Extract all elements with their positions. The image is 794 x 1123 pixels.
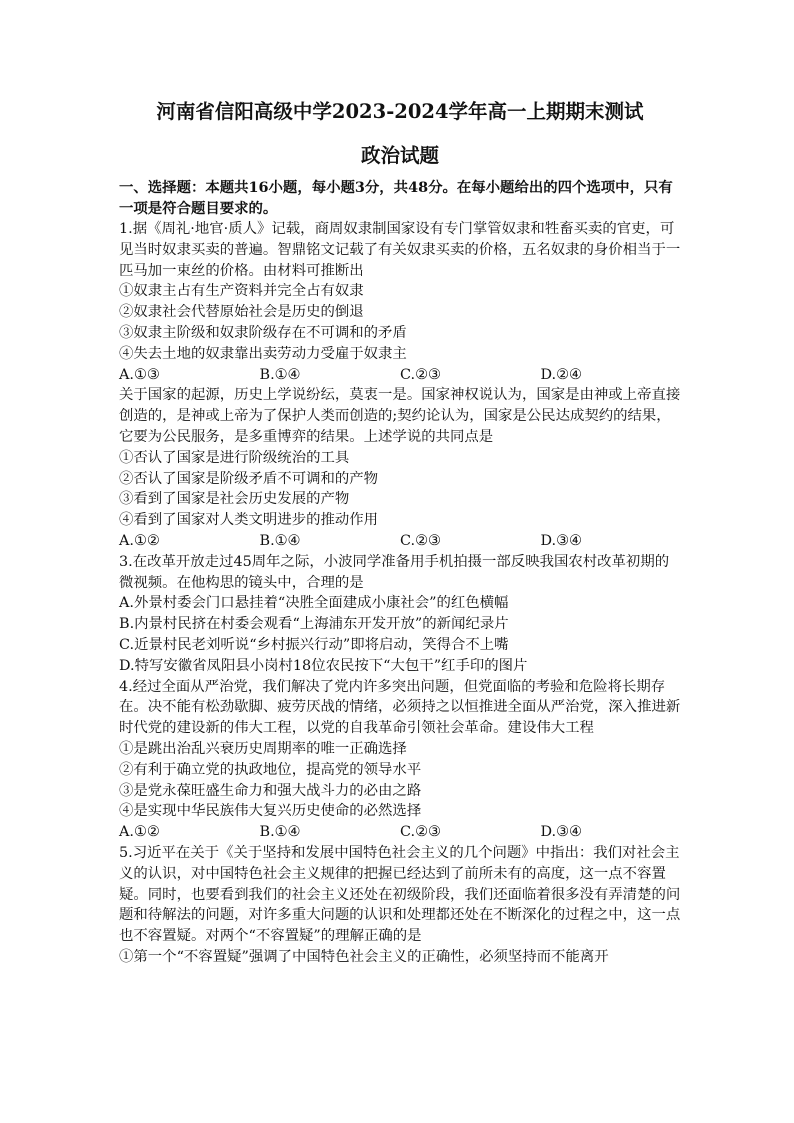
question-item: ①第一个“不容置疑”强调了中国特色社会主义的正确性，必须坚持而不能离开: [119, 948, 609, 965]
option-c: C.②③: [400, 824, 441, 841]
question-item: D.特写安徽省凤阳县小岗村18位农民按下“大包干”红手印的图片: [119, 657, 528, 674]
option-a: A.①③: [119, 366, 160, 383]
question-stem: 关于国家的起源，历史上学说纷纭，莫衷一是。国家神权说认为，国家是由神或上帝直接创造的，是神或上帝为了保护人类而创造的;契约论认为，国家是公民达成契约的结果，它要为公民服务，是多重博弈的结果。上述学说的共同点是: [119, 387, 681, 445]
question-item: ③奴隶主阶级和奴隶阶级存在不可调和的矛盾: [119, 324, 407, 341]
answer-options: [119, 531, 681, 552]
question-3: [119, 552, 681, 677]
question-item: ②有利于确立党的执政地位，提高党的领导水平: [119, 761, 422, 778]
question-item: A.外景村委会门口悬挂着“决胜全面建成小康社会”的红色横幅: [119, 595, 509, 612]
question-stem: 4.经过全面从严治党，我们解决了党内许多突出问题，但党面临的考验和危险将长期存在。决不能有松劲歇脚、疲劳厌战的情绪，必须持之以恒推进全面从严治党，深入推进新时代党的建设新的伟大工程，以党的自我革命引领社会革命。建设伟大工程: [119, 678, 681, 737]
question-item: C.近景村民老刘听说“乡村振兴行动”即将启动，笑得合不上嘴: [119, 636, 509, 653]
option-d: D.②④: [540, 366, 582, 383]
question-item: ③看到了国家是社会历史发展的产物: [119, 491, 350, 508]
question-4: [119, 677, 681, 843]
question-item: ①是跳出治乱兴衰历史周期率的唯一正确选择: [119, 740, 407, 757]
question-item: ①否认了国家是进行阶级统治的工具: [119, 449, 350, 466]
question-item: ④看到了国家对人类文明进步的推动作用: [119, 512, 379, 529]
option-a: A.①②: [119, 824, 160, 841]
option-a: A.①②: [119, 532, 160, 549]
question-stem: 5.习近平在关于《关于坚持和发展中国特色社会主义的几个问题》中指出：我们对社会主义的认识，对中国特色社会主义规律的把握已经达到了前所未有的高度，这一点不容置疑。同时，也要看到我们的社会主义还处在初级阶段，我们还面临着很多没有弄清楚的问题和待解法的问题，对许多重大问题的认识和处理都还处在不断深化的过程之中，这一点也不容置疑。对两个“不容置疑”的理解正确的是: [119, 844, 681, 945]
option-d: D.③④: [540, 532, 582, 549]
exam-subtitle: 政治试题: [360, 144, 439, 167]
option-b: B.①④: [259, 366, 301, 383]
option-c: C.②③: [400, 366, 441, 383]
exam-page: [119, 100, 681, 968]
section-heading: 一、选择题：本题共16小题，每小题3分，共48分。在每小题给出的四个选项中，只有一项是符合题目要求的。: [119, 179, 673, 217]
question-1: [119, 219, 681, 385]
question-item: ④失去土地的奴隶靠出卖劳动力受雇于奴隶主: [119, 345, 407, 362]
answer-options: [119, 365, 681, 386]
option-d: D.③④: [540, 824, 582, 841]
exam-title: 河南省信阳高级中学2023-2024学年高一上期期末测试: [156, 100, 644, 123]
question-stem: 1.据《周礼·地官·质人》记载，商周奴隶制国家设有专门掌管奴隶和牲畜买卖的官吏，可见当时奴隶买卖的普遍。智鼎铭文记载了有关奴隶买卖的价格，五名奴隶的身价相当于一匹马加一束丝的价格。由材料可推断出: [119, 221, 681, 279]
option-c: C.②③: [400, 532, 441, 549]
question-2: [119, 385, 681, 551]
question-item: ①奴隶主占有生产资料并完全占有奴隶: [119, 283, 364, 300]
question-item: ②否认了国家是阶级矛盾不可调和的产物: [119, 470, 379, 487]
question-stem: 3.在改革开放走过45周年之际，小波同学准备用手机拍摄一部反映我国农村改革初期的微视频。在他构思的镜头中，合理的是: [119, 553, 670, 591]
question-item: B.内景村民挤在村委会观看“上海浦东开发开放”的新闻纪录片: [119, 616, 509, 633]
answer-options: [119, 822, 681, 843]
option-b: B.①④: [259, 532, 301, 549]
question-item: ②奴隶社会代替原始社会是历史的倒退: [119, 304, 364, 321]
option-b: B.①④: [259, 824, 301, 841]
question-item: ④是实现中华民族伟大复兴历史使命的必然选择: [119, 803, 422, 820]
question-item: ③是党永葆旺盛生命力和强大战斗力的必由之路: [119, 782, 422, 799]
question-5: [119, 843, 681, 968]
